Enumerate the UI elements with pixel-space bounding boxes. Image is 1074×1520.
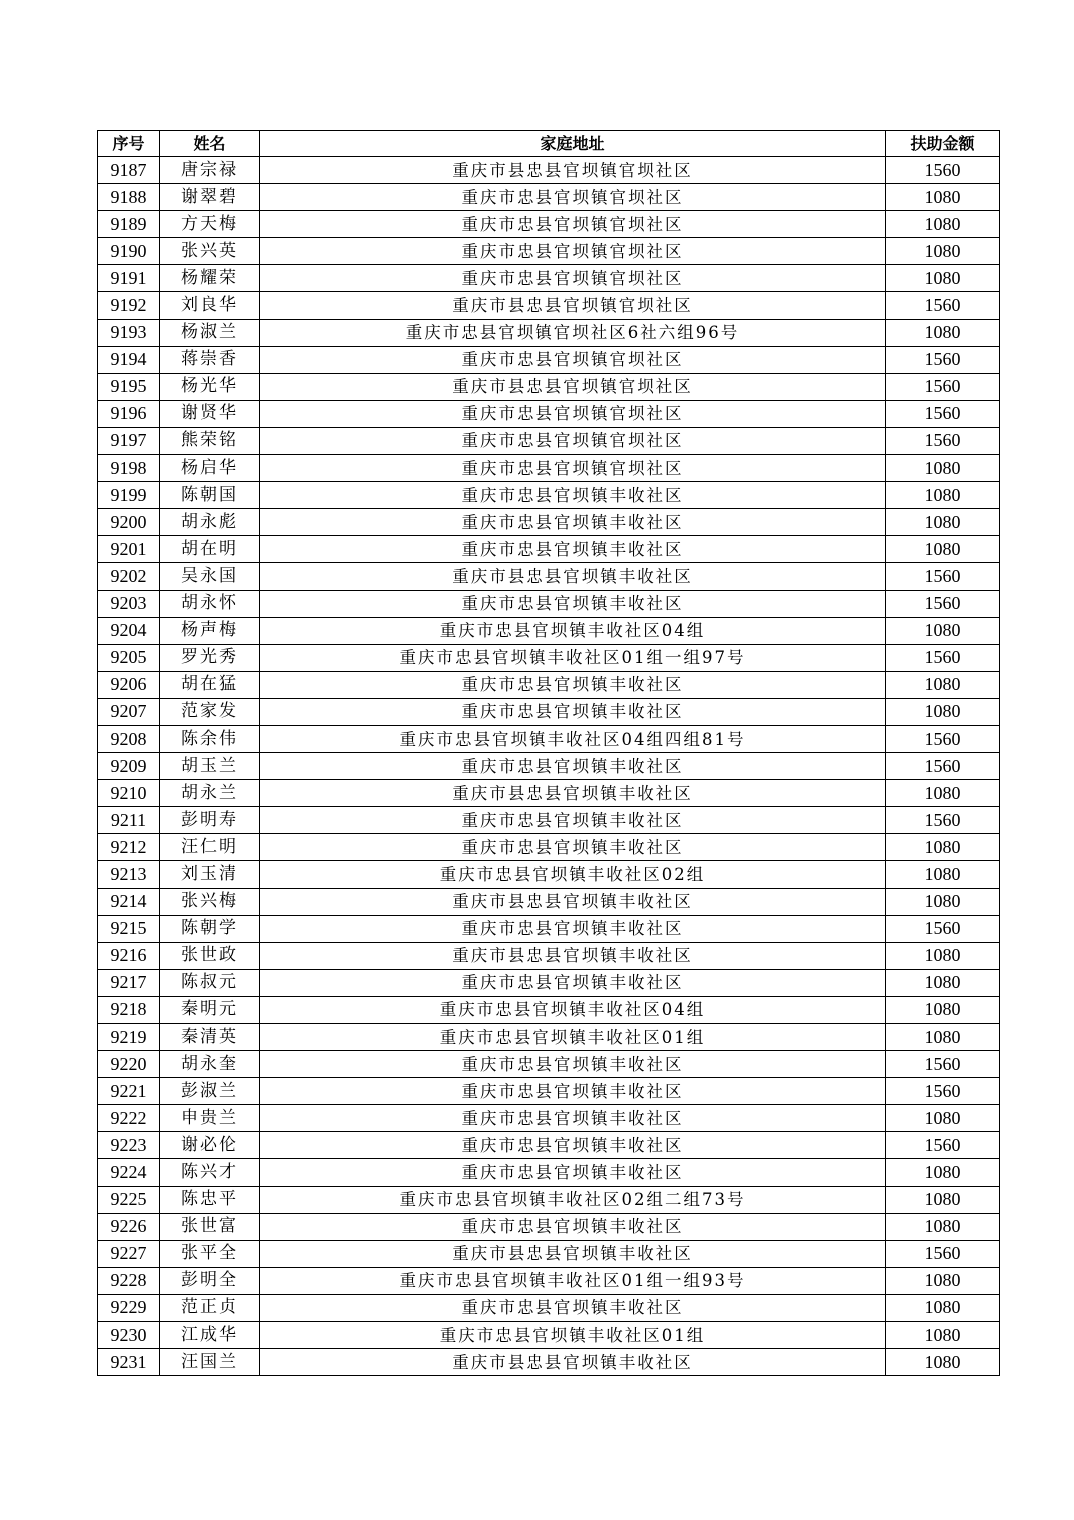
cell-serial-number: 9190 [98, 238, 160, 265]
cell-assistance-amount: 1560 [886, 1132, 1000, 1159]
cell-home-address: 重庆市县忠县官坝镇官坝社区 [260, 292, 886, 319]
cell-serial-number: 9202 [98, 563, 160, 590]
table-row [98, 969, 1000, 996]
cell-name: 张世富 [160, 1213, 260, 1240]
cell-name: 汪国兰 [160, 1349, 260, 1376]
cell-home-address: 重庆市忠县官坝镇丰收社区04组 [260, 996, 886, 1023]
cell-assistance-amount: 1080 [886, 834, 1000, 861]
cell-assistance-amount: 1560 [886, 400, 1000, 427]
cell-serial-number: 9189 [98, 211, 160, 238]
table-row [98, 617, 1000, 644]
table-row [98, 292, 1000, 319]
cell-serial-number: 9228 [98, 1267, 160, 1294]
table-row [98, 780, 1000, 807]
table-body [98, 157, 1000, 1376]
table-row [98, 1349, 1000, 1376]
cell-assistance-amount: 1080 [886, 265, 1000, 292]
cell-assistance-amount: 1560 [886, 373, 1000, 400]
cell-name: 陈余伟 [160, 725, 260, 752]
cell-name: 胡永兰 [160, 780, 260, 807]
cell-serial-number: 9206 [98, 671, 160, 698]
cell-home-address: 重庆市忠县官坝镇官坝社区 [260, 427, 886, 454]
cell-assistance-amount: 1080 [886, 455, 1000, 482]
cell-home-address: 重庆市忠县官坝镇官坝社区 [260, 238, 886, 265]
cell-home-address: 重庆市忠县官坝镇丰收社区04组四组81号 [260, 725, 886, 752]
cell-name: 彭淑兰 [160, 1078, 260, 1105]
cell-serial-number: 9218 [98, 996, 160, 1023]
cell-serial-number: 9219 [98, 1024, 160, 1051]
cell-name: 秦清英 [160, 1024, 260, 1051]
cell-home-address: 重庆市忠县官坝镇官坝社区6社六组96号 [260, 319, 886, 346]
table-row [98, 536, 1000, 563]
table-row [98, 698, 1000, 725]
table-row [98, 427, 1000, 454]
cell-home-address: 重庆市忠县官坝镇丰收社区 [260, 590, 886, 617]
cell-name: 吴永国 [160, 563, 260, 590]
cell-name: 陈朝学 [160, 915, 260, 942]
cell-assistance-amount: 1560 [886, 1051, 1000, 1078]
table-row [98, 861, 1000, 888]
cell-home-address: 重庆市忠县官坝镇丰收社区01组一组93号 [260, 1267, 886, 1294]
cell-name: 胡永奎 [160, 1051, 260, 1078]
table-row [98, 671, 1000, 698]
cell-serial-number: 9208 [98, 725, 160, 752]
table-row [98, 1186, 1000, 1213]
cell-serial-number: 9210 [98, 780, 160, 807]
table-row [98, 753, 1000, 780]
cell-assistance-amount: 1080 [886, 888, 1000, 915]
cell-home-address: 重庆市忠县官坝镇丰收社区 [260, 1132, 886, 1159]
cell-serial-number: 9226 [98, 1213, 160, 1240]
cell-serial-number: 9214 [98, 888, 160, 915]
header-home-address: 家庭地址 [260, 131, 886, 157]
cell-serial-number: 9197 [98, 427, 160, 454]
cell-assistance-amount: 1080 [886, 319, 1000, 346]
cell-serial-number: 9194 [98, 346, 160, 373]
cell-assistance-amount: 1080 [886, 1294, 1000, 1321]
cell-home-address: 重庆市忠县官坝镇丰收社区 [260, 482, 886, 509]
cell-home-address: 重庆市忠县官坝镇丰收社区02组二组73号 [260, 1186, 886, 1213]
cell-assistance-amount: 1080 [886, 780, 1000, 807]
cell-home-address: 重庆市忠县官坝镇丰收社区 [260, 1105, 886, 1132]
cell-name: 刘玉清 [160, 861, 260, 888]
cell-name: 谢必伦 [160, 1132, 260, 1159]
cell-assistance-amount: 1080 [886, 1105, 1000, 1132]
cell-assistance-amount: 1560 [886, 915, 1000, 942]
cell-name: 秦明元 [160, 996, 260, 1023]
table-row [98, 184, 1000, 211]
cell-serial-number: 9195 [98, 373, 160, 400]
table-row [98, 346, 1000, 373]
cell-assistance-amount: 1080 [886, 617, 1000, 644]
cell-name: 汪仁明 [160, 834, 260, 861]
cell-serial-number: 9191 [98, 265, 160, 292]
table-row [98, 1132, 1000, 1159]
header-name: 姓名 [160, 131, 260, 157]
cell-serial-number: 9196 [98, 400, 160, 427]
cell-name: 杨耀荣 [160, 265, 260, 292]
cell-serial-number: 9198 [98, 455, 160, 482]
cell-serial-number: 9216 [98, 942, 160, 969]
cell-serial-number: 9222 [98, 1105, 160, 1132]
cell-home-address: 重庆市忠县官坝镇丰收社区04组 [260, 617, 886, 644]
cell-home-address: 重庆市县忠县官坝镇丰收社区 [260, 563, 886, 590]
cell-assistance-amount: 1080 [886, 211, 1000, 238]
cell-serial-number: 9231 [98, 1349, 160, 1376]
cell-serial-number: 9213 [98, 861, 160, 888]
cell-assistance-amount: 1560 [886, 427, 1000, 454]
cell-serial-number: 9207 [98, 698, 160, 725]
table-row [98, 482, 1000, 509]
cell-home-address: 重庆市县忠县官坝镇丰收社区 [260, 942, 886, 969]
table-row [98, 807, 1000, 834]
cell-name: 杨淑兰 [160, 319, 260, 346]
cell-serial-number: 9203 [98, 590, 160, 617]
cell-serial-number: 9201 [98, 536, 160, 563]
cell-name: 胡玉兰 [160, 753, 260, 780]
cell-home-address: 重庆市忠县官坝镇丰收社区 [260, 536, 886, 563]
table-row [98, 1159, 1000, 1186]
cell-name: 杨启华 [160, 455, 260, 482]
table-row [98, 265, 1000, 292]
cell-name: 胡在猛 [160, 671, 260, 698]
cell-name: 彭明寿 [160, 807, 260, 834]
table-row [98, 996, 1000, 1023]
cell-home-address: 重庆市县忠县官坝镇丰收社区 [260, 888, 886, 915]
cell-assistance-amount: 1080 [886, 482, 1000, 509]
cell-assistance-amount: 1560 [886, 292, 1000, 319]
header-serial-number: 序号 [98, 131, 160, 157]
cell-serial-number: 9220 [98, 1051, 160, 1078]
cell-assistance-amount: 1560 [886, 157, 1000, 184]
cell-serial-number: 9225 [98, 1186, 160, 1213]
cell-assistance-amount: 1560 [886, 644, 1000, 671]
cell-home-address: 重庆市忠县官坝镇官坝社区 [260, 265, 886, 292]
cell-home-address: 重庆市忠县官坝镇丰收社区 [260, 509, 886, 536]
table-row [98, 590, 1000, 617]
cell-serial-number: 9224 [98, 1159, 160, 1186]
cell-serial-number: 9211 [98, 807, 160, 834]
cell-name: 陈忠平 [160, 1186, 260, 1213]
cell-serial-number: 9221 [98, 1078, 160, 1105]
cell-home-address: 重庆市忠县官坝镇丰收社区 [260, 1213, 886, 1240]
cell-assistance-amount: 1080 [886, 509, 1000, 536]
table-row [98, 157, 1000, 184]
cell-home-address: 重庆市忠县官坝镇丰收社区 [260, 1294, 886, 1321]
cell-name: 熊荣铭 [160, 427, 260, 454]
cell-name: 刘良华 [160, 292, 260, 319]
table-row [98, 915, 1000, 942]
cell-name: 杨声梅 [160, 617, 260, 644]
table-row [98, 725, 1000, 752]
cell-assistance-amount: 1560 [886, 590, 1000, 617]
cell-name: 谢翠碧 [160, 184, 260, 211]
table-row [98, 1322, 1000, 1349]
cell-assistance-amount: 1080 [886, 1349, 1000, 1376]
cell-assistance-amount: 1560 [886, 563, 1000, 590]
cell-name: 张平全 [160, 1240, 260, 1267]
cell-assistance-amount: 1560 [886, 1240, 1000, 1267]
cell-home-address: 重庆市忠县官坝镇官坝社区 [260, 346, 886, 373]
cell-home-address: 重庆市忠县官坝镇丰收社区02组 [260, 861, 886, 888]
table-row [98, 1105, 1000, 1132]
cell-home-address: 重庆市忠县官坝镇丰收社区01组一组97号 [260, 644, 886, 671]
cell-name: 张世政 [160, 942, 260, 969]
cell-serial-number: 9209 [98, 753, 160, 780]
cell-assistance-amount: 1560 [886, 753, 1000, 780]
cell-assistance-amount: 1080 [886, 1186, 1000, 1213]
cell-name: 张兴英 [160, 238, 260, 265]
table-row [98, 834, 1000, 861]
cell-assistance-amount: 1080 [886, 536, 1000, 563]
cell-home-address: 重庆市忠县官坝镇丰收社区 [260, 671, 886, 698]
cell-assistance-amount: 1560 [886, 346, 1000, 373]
cell-name: 罗光秀 [160, 644, 260, 671]
header-row [98, 131, 1000, 157]
cell-serial-number: 9193 [98, 319, 160, 346]
cell-home-address: 重庆市忠县官坝镇丰收社区01组 [260, 1322, 886, 1349]
cell-serial-number: 9200 [98, 509, 160, 536]
table-row [98, 888, 1000, 915]
cell-name: 范家发 [160, 698, 260, 725]
cell-assistance-amount: 1080 [886, 1159, 1000, 1186]
table-row [98, 1078, 1000, 1105]
table-row [98, 509, 1000, 536]
cell-serial-number: 9212 [98, 834, 160, 861]
cell-serial-number: 9223 [98, 1132, 160, 1159]
table-row [98, 400, 1000, 427]
table-row [98, 1240, 1000, 1267]
cell-name: 彭明全 [160, 1267, 260, 1294]
cell-assistance-amount: 1080 [886, 996, 1000, 1023]
cell-assistance-amount: 1080 [886, 238, 1000, 265]
cell-serial-number: 9217 [98, 969, 160, 996]
header-assistance-amount: 扶助金额 [886, 131, 1000, 157]
cell-home-address: 重庆市忠县官坝镇丰收社区 [260, 698, 886, 725]
cell-home-address: 重庆市县忠县官坝镇丰收社区 [260, 1240, 886, 1267]
cell-assistance-amount: 1080 [886, 1322, 1000, 1349]
cell-home-address: 重庆市忠县官坝镇丰收社区 [260, 1078, 886, 1105]
table-row [98, 1267, 1000, 1294]
cell-serial-number: 9205 [98, 644, 160, 671]
table-row [98, 1024, 1000, 1051]
cell-home-address: 重庆市忠县官坝镇官坝社区 [260, 211, 886, 238]
table-row [98, 373, 1000, 400]
cell-home-address: 重庆市忠县官坝镇丰收社区 [260, 969, 886, 996]
cell-serial-number: 9229 [98, 1294, 160, 1321]
cell-name: 陈朝国 [160, 482, 260, 509]
cell-name: 谢贤华 [160, 400, 260, 427]
cell-assistance-amount: 1080 [886, 1267, 1000, 1294]
cell-name: 胡在明 [160, 536, 260, 563]
cell-serial-number: 9204 [98, 617, 160, 644]
cell-home-address: 重庆市县忠县官坝镇丰收社区 [260, 780, 886, 807]
assistance-table [97, 130, 1000, 1376]
cell-assistance-amount: 1080 [886, 184, 1000, 211]
cell-home-address: 重庆市忠县官坝镇丰收社区 [260, 807, 886, 834]
table-row [98, 455, 1000, 482]
cell-home-address: 重庆市忠县官坝镇官坝社区 [260, 400, 886, 427]
table-row [98, 238, 1000, 265]
cell-name: 蒋崇香 [160, 346, 260, 373]
table-row [98, 211, 1000, 238]
table-row [98, 1213, 1000, 1240]
cell-assistance-amount: 1080 [886, 861, 1000, 888]
cell-name: 陈叔元 [160, 969, 260, 996]
assistance-list-sheet [97, 130, 999, 1376]
cell-home-address: 重庆市忠县官坝镇官坝社区 [260, 184, 886, 211]
cell-assistance-amount: 1080 [886, 1213, 1000, 1240]
cell-assistance-amount: 1560 [886, 807, 1000, 834]
cell-assistance-amount: 1560 [886, 1078, 1000, 1105]
cell-name: 杨光华 [160, 373, 260, 400]
cell-serial-number: 9187 [98, 157, 160, 184]
cell-home-address: 重庆市忠县官坝镇官坝社区 [260, 455, 886, 482]
cell-home-address: 重庆市县忠县官坝镇丰收社区 [260, 1349, 886, 1376]
cell-name: 范正贞 [160, 1294, 260, 1321]
table-row [98, 1051, 1000, 1078]
cell-name: 申贵兰 [160, 1105, 260, 1132]
cell-name: 江成华 [160, 1322, 260, 1349]
table-row [98, 563, 1000, 590]
cell-serial-number: 9188 [98, 184, 160, 211]
cell-serial-number: 9215 [98, 915, 160, 942]
table-row [98, 942, 1000, 969]
cell-assistance-amount: 1080 [886, 698, 1000, 725]
cell-home-address: 重庆市忠县官坝镇丰收社区 [260, 915, 886, 942]
cell-home-address: 重庆市忠县官坝镇丰收社区01组 [260, 1024, 886, 1051]
cell-name: 胡永彪 [160, 509, 260, 536]
table-header [98, 131, 1000, 157]
cell-assistance-amount: 1080 [886, 969, 1000, 996]
table-row [98, 644, 1000, 671]
cell-serial-number: 9199 [98, 482, 160, 509]
cell-assistance-amount: 1080 [886, 671, 1000, 698]
cell-name: 胡永怀 [160, 590, 260, 617]
cell-home-address: 重庆市县忠县官坝镇官坝社区 [260, 157, 886, 184]
cell-name: 陈兴才 [160, 1159, 260, 1186]
cell-home-address: 重庆市忠县官坝镇丰收社区 [260, 834, 886, 861]
cell-serial-number: 9227 [98, 1240, 160, 1267]
cell-serial-number: 9192 [98, 292, 160, 319]
cell-assistance-amount: 1080 [886, 1024, 1000, 1051]
cell-name: 方天梅 [160, 211, 260, 238]
cell-name: 唐宗禄 [160, 157, 260, 184]
cell-home-address: 重庆市忠县官坝镇丰收社区 [260, 753, 886, 780]
cell-assistance-amount: 1080 [886, 942, 1000, 969]
table-row [98, 1294, 1000, 1321]
cell-serial-number: 9230 [98, 1322, 160, 1349]
cell-name: 张兴梅 [160, 888, 260, 915]
table-row [98, 319, 1000, 346]
cell-home-address: 重庆市县忠县官坝镇官坝社区 [260, 373, 886, 400]
cell-home-address: 重庆市忠县官坝镇丰收社区 [260, 1159, 886, 1186]
cell-home-address: 重庆市忠县官坝镇丰收社区 [260, 1051, 886, 1078]
cell-assistance-amount: 1560 [886, 725, 1000, 752]
